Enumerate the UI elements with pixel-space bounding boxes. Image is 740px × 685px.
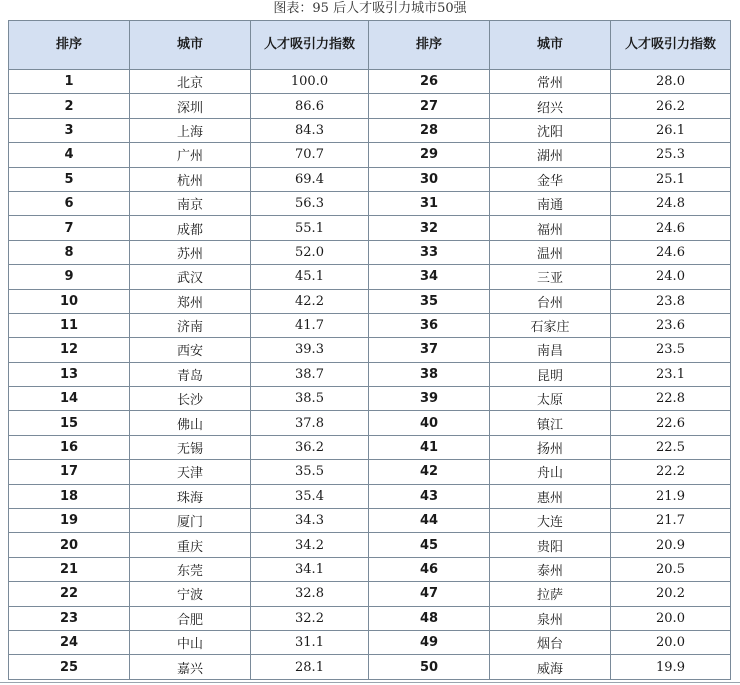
city-cell: 湖州	[490, 143, 611, 167]
city-cell: 郑州	[130, 289, 251, 313]
city-cell: 太原	[490, 387, 611, 411]
rank-cell: 40	[369, 411, 490, 435]
city-cell: 金华	[490, 167, 611, 191]
city-cell: 济南	[130, 313, 251, 337]
table-row	[9, 70, 731, 94]
rank-cell: 48	[369, 606, 490, 630]
header-row	[9, 21, 731, 70]
city-cell: 温州	[490, 240, 611, 264]
rank-cell: 5	[9, 167, 130, 191]
index-cell: 35.4	[251, 484, 369, 508]
index-cell: 20.9	[611, 533, 731, 557]
index-cell: 38.5	[251, 387, 369, 411]
city-cell: 广州	[130, 143, 251, 167]
city-cell: 大连	[490, 509, 611, 533]
city-cell: 嘉兴	[130, 655, 251, 679]
table-row	[9, 630, 731, 654]
rank-cell: 21	[9, 557, 130, 581]
table-row	[9, 533, 731, 557]
index-cell: 37.8	[251, 411, 369, 435]
rank-cell: 12	[9, 338, 130, 362]
index-cell: 45.1	[251, 265, 369, 289]
rank-cell: 31	[369, 191, 490, 215]
table-row	[9, 655, 731, 679]
index-cell: 24.0	[611, 265, 731, 289]
index-cell: 23.1	[611, 362, 731, 386]
rank-cell: 45	[369, 533, 490, 557]
rank-cell: 17	[9, 460, 130, 484]
rank-cell: 14	[9, 387, 130, 411]
index-cell: 21.7	[611, 509, 731, 533]
index-cell: 24.6	[611, 216, 731, 240]
index-cell: 23.5	[611, 338, 731, 362]
rank-cell: 29	[369, 143, 490, 167]
index-cell: 70.7	[251, 143, 369, 167]
index-cell: 19.9	[611, 655, 731, 679]
index-cell: 25.3	[611, 143, 731, 167]
table-row	[9, 240, 731, 264]
rank-header: 排序	[369, 21, 490, 70]
table-row	[9, 143, 731, 167]
rank-cell: 43	[369, 484, 490, 508]
rank-cell: 8	[9, 240, 130, 264]
city-cell: 无锡	[130, 435, 251, 459]
city-cell: 烟台	[490, 630, 611, 654]
index-header: 人才吸引力指数	[251, 21, 369, 70]
index-cell: 38.7	[251, 362, 369, 386]
table-row	[9, 509, 731, 533]
table-row	[9, 484, 731, 508]
rank-cell: 13	[9, 362, 130, 386]
index-cell: 69.4	[251, 167, 369, 191]
index-cell: 22.5	[611, 435, 731, 459]
index-cell: 24.6	[611, 240, 731, 264]
index-cell: 34.1	[251, 557, 369, 581]
table-row	[9, 557, 731, 581]
rank-cell: 42	[369, 460, 490, 484]
table-row	[9, 338, 731, 362]
city-cell: 苏州	[130, 240, 251, 264]
rank-cell: 35	[369, 289, 490, 313]
index-cell: 36.2	[251, 435, 369, 459]
city-cell: 成都	[130, 216, 251, 240]
rank-cell: 6	[9, 191, 130, 215]
index-cell: 20.0	[611, 630, 731, 654]
rank-cell: 16	[9, 435, 130, 459]
rank-cell: 2	[9, 94, 130, 118]
rank-header: 排序	[9, 21, 130, 70]
rank-cell: 23	[9, 606, 130, 630]
city-cell: 泉州	[490, 606, 611, 630]
city-cell: 扬州	[490, 435, 611, 459]
city-cell: 宁波	[130, 582, 251, 606]
index-cell: 41.7	[251, 313, 369, 337]
city-cell: 珠海	[130, 484, 251, 508]
city-cell: 南昌	[490, 338, 611, 362]
rank-cell: 32	[369, 216, 490, 240]
ranking-table	[8, 20, 731, 680]
rank-cell: 39	[369, 387, 490, 411]
rank-cell: 10	[9, 289, 130, 313]
index-cell: 39.3	[251, 338, 369, 362]
table-body	[9, 70, 731, 680]
city-cell: 舟山	[490, 460, 611, 484]
rank-cell: 37	[369, 338, 490, 362]
index-cell: 26.1	[611, 118, 731, 142]
rank-cell: 1	[9, 70, 130, 94]
table-row	[9, 289, 731, 313]
rank-cell: 26	[369, 70, 490, 94]
index-cell: 28.1	[251, 655, 369, 679]
city-cell: 泰州	[490, 557, 611, 581]
table-row	[9, 606, 731, 630]
index-cell: 55.1	[251, 216, 369, 240]
rank-cell: 25	[9, 655, 130, 679]
rank-cell: 15	[9, 411, 130, 435]
index-cell: 35.5	[251, 460, 369, 484]
index-cell: 28.0	[611, 70, 731, 94]
table-row	[9, 411, 731, 435]
table-caption: 图表：95 后人才吸引力城市50强	[273, 1, 467, 16]
index-cell: 32.2	[251, 606, 369, 630]
rank-cell: 49	[369, 630, 490, 654]
city-cell: 昆明	[490, 362, 611, 386]
city-cell: 中山	[130, 630, 251, 654]
city-cell: 福州	[490, 216, 611, 240]
rank-cell: 30	[369, 167, 490, 191]
city-cell: 武汉	[130, 265, 251, 289]
index-cell: 56.3	[251, 191, 369, 215]
index-cell: 100.0	[251, 70, 369, 94]
rank-cell: 19	[9, 509, 130, 533]
city-cell: 青岛	[130, 362, 251, 386]
city-cell: 北京	[130, 70, 251, 94]
table-row	[9, 582, 731, 606]
city-cell: 厦门	[130, 509, 251, 533]
rank-cell: 18	[9, 484, 130, 508]
rank-cell: 46	[369, 557, 490, 581]
city-cell: 石家庄	[490, 313, 611, 337]
rank-cell: 34	[369, 265, 490, 289]
city-header: 城市	[130, 21, 251, 70]
index-header: 人才吸引力指数	[611, 21, 731, 70]
index-cell: 24.8	[611, 191, 731, 215]
table-row	[9, 191, 731, 215]
rank-cell: 38	[369, 362, 490, 386]
rank-cell: 27	[369, 94, 490, 118]
rank-cell: 47	[369, 582, 490, 606]
rank-cell: 50	[369, 655, 490, 679]
index-cell: 34.2	[251, 533, 369, 557]
city-cell: 西安	[130, 338, 251, 362]
city-cell: 天津	[130, 460, 251, 484]
rank-cell: 28	[369, 118, 490, 142]
city-cell: 常州	[490, 70, 611, 94]
city-cell: 东莞	[130, 557, 251, 581]
table-row	[9, 265, 731, 289]
rank-cell: 24	[9, 630, 130, 654]
city-cell: 杭州	[130, 167, 251, 191]
table-row	[9, 460, 731, 484]
index-cell: 23.6	[611, 313, 731, 337]
index-cell: 22.6	[611, 411, 731, 435]
index-cell: 84.3	[251, 118, 369, 142]
rank-cell: 41	[369, 435, 490, 459]
city-cell: 贵阳	[490, 533, 611, 557]
index-cell: 25.1	[611, 167, 731, 191]
city-cell: 合肥	[130, 606, 251, 630]
city-cell: 长沙	[130, 387, 251, 411]
rank-cell: 22	[9, 582, 130, 606]
bottom-divider	[0, 682, 740, 683]
index-cell: 34.3	[251, 509, 369, 533]
index-cell: 42.2	[251, 289, 369, 313]
city-cell: 拉萨	[490, 582, 611, 606]
index-cell: 23.8	[611, 289, 731, 313]
city-cell: 南京	[130, 191, 251, 215]
city-cell: 上海	[130, 118, 251, 142]
rank-cell: 33	[369, 240, 490, 264]
rank-cell: 9	[9, 265, 130, 289]
index-cell: 20.5	[611, 557, 731, 581]
table-row	[9, 313, 731, 337]
table-row	[9, 362, 731, 386]
rank-cell: 3	[9, 118, 130, 142]
table-row	[9, 94, 731, 118]
index-cell: 26.2	[611, 94, 731, 118]
city-cell: 沈阳	[490, 118, 611, 142]
city-cell: 佛山	[130, 411, 251, 435]
city-cell: 绍兴	[490, 94, 611, 118]
table-row	[9, 167, 731, 191]
rank-cell: 4	[9, 143, 130, 167]
city-cell: 惠州	[490, 484, 611, 508]
rank-cell: 36	[369, 313, 490, 337]
index-cell: 32.8	[251, 582, 369, 606]
table-row	[9, 216, 731, 240]
index-cell: 52.0	[251, 240, 369, 264]
rank-cell: 44	[369, 509, 490, 533]
city-cell: 三亚	[490, 265, 611, 289]
city-cell: 南通	[490, 191, 611, 215]
city-cell: 重庆	[130, 533, 251, 557]
index-cell: 22.8	[611, 387, 731, 411]
index-cell: 22.2	[611, 460, 731, 484]
index-cell: 31.1	[251, 630, 369, 654]
index-cell: 86.6	[251, 94, 369, 118]
city-header: 城市	[490, 21, 611, 70]
rank-cell: 11	[9, 313, 130, 337]
index-cell: 20.0	[611, 606, 731, 630]
city-cell: 威海	[490, 655, 611, 679]
table-row	[9, 387, 731, 411]
rank-cell: 7	[9, 216, 130, 240]
city-cell: 深圳	[130, 94, 251, 118]
index-cell: 21.9	[611, 484, 731, 508]
city-cell: 镇江	[490, 411, 611, 435]
rank-cell: 20	[9, 533, 130, 557]
table-row	[9, 118, 731, 142]
city-cell: 台州	[490, 289, 611, 313]
index-cell: 20.2	[611, 582, 731, 606]
table-row	[9, 435, 731, 459]
